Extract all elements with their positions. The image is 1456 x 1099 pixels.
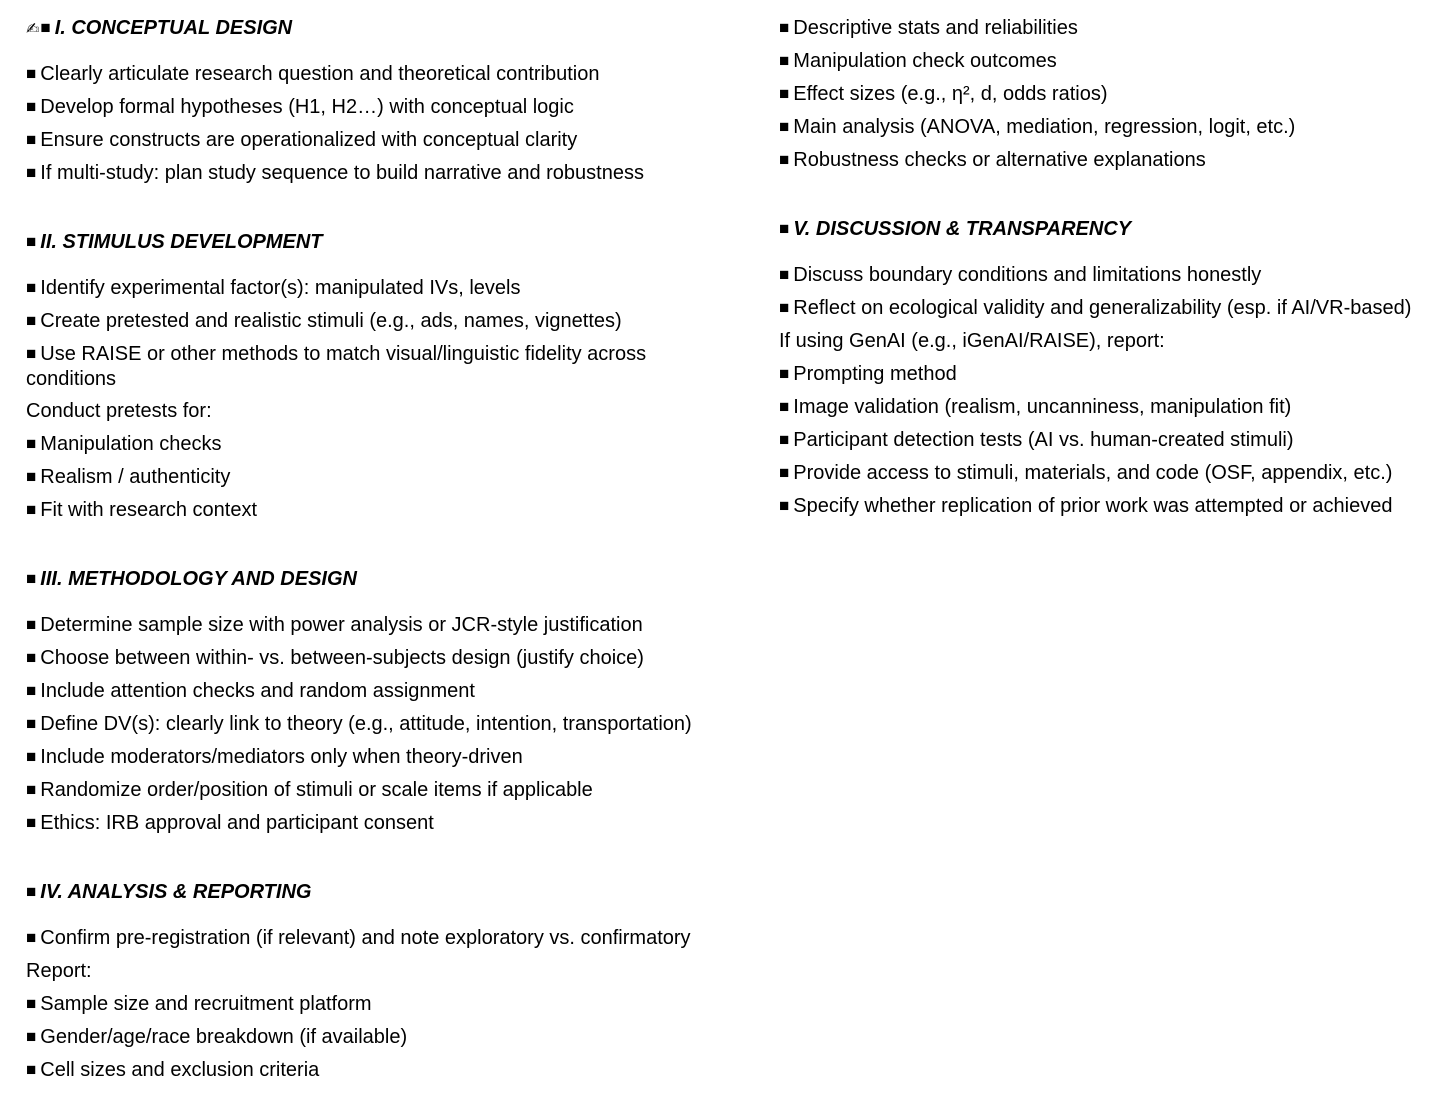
- bullet-square-icon: ■: [26, 130, 37, 149]
- section-heading-discussion-transparency: ■ V. DISCUSSION & TRANSPARENCY: [779, 218, 1132, 240]
- bullet-square-icon: ■: [26, 681, 37, 700]
- list-item: ■ Provide access to stimuli, materials, and code (OSF, appendix, etc.): [779, 462, 1393, 484]
- bullet-square-icon: ■: [779, 117, 790, 136]
- list-item: ■ Fit with research context: [26, 499, 258, 521]
- list-item: ■ Reflect on ecological validity and generalizability (esp. if AI/VR-based): [779, 297, 1412, 319]
- list-item: ■ Effect sizes (e.g., η², d, odds ratios): [779, 83, 1108, 105]
- bullet-square-icon: ■: [26, 467, 37, 486]
- bullet-square-icon: ■: [26, 163, 37, 182]
- subheading-genai: If using GenAI (e.g., iGenAI/RAISE), report:: [779, 330, 1165, 352]
- bullet-square-icon: ■: [26, 714, 37, 733]
- section-heading-conceptual-design: ✍■ I. CONCEPTUAL DESIGN: [26, 17, 293, 39]
- bullet-square-icon: ■: [779, 397, 790, 416]
- list-item: ■ Realism / authenticity: [26, 466, 231, 488]
- list-item: ■ Create pretested and realistic stimuli (e.g., ads, names, vignettes): [26, 310, 622, 332]
- section-heading-methodology: ■ III. METHODOLOGY AND DESIGN: [26, 568, 357, 590]
- bullet-square-icon: ■: [26, 882, 37, 901]
- bullet-square-icon: ■: [779, 18, 790, 37]
- list-item: ■ Participant detection tests (AI vs. human-created stimuli): [779, 429, 1294, 451]
- bullet-square-icon: ■: [779, 430, 790, 449]
- bullet-square-icon: ■: [26, 1027, 37, 1046]
- list-item: ■ Manipulation checks: [26, 433, 222, 455]
- list-item: ■ Choose between within- vs. between-subjects design (justify choice): [26, 647, 644, 669]
- list-item: ■ Prompting method: [779, 363, 957, 385]
- list-item: ■ Specify whether replication of prior work was attempted or achieved: [779, 495, 1393, 517]
- bullet-square-icon: ■: [779, 265, 790, 284]
- bullet-square-icon: ■: [26, 344, 37, 363]
- bullet-square-icon: ■: [26, 97, 37, 116]
- list-item: ■ Sample size and recruitment platform: [26, 993, 372, 1015]
- list-item: ■ Main analysis (ANOVA, mediation, regression, logit, etc.): [779, 116, 1296, 138]
- bullet-square-icon: ■: [26, 928, 37, 947]
- list-item: ■ Discuss boundary conditions and limitations honestly: [779, 264, 1262, 286]
- bullet-square-icon: ■: [26, 994, 37, 1013]
- bullet-square-icon: ■: [779, 51, 790, 70]
- subheading-pretests: Conduct pretests for:: [26, 400, 212, 422]
- bullet-square-icon: ■: [779, 364, 790, 383]
- bullet-square-icon: ■: [26, 434, 37, 453]
- bullet-square-icon: ■: [26, 64, 37, 83]
- pen-icon: ✍: [26, 21, 40, 38]
- bullet-square-icon: ■: [779, 463, 790, 482]
- bullet-square-icon: ■: [26, 648, 37, 667]
- bullet-square-icon: ■: [26, 569, 37, 588]
- section-heading-stimulus-development: ■ II. STIMULUS DEVELOPMENT: [26, 231, 323, 253]
- bullet-square-icon: ■: [26, 278, 37, 297]
- list-item: ■ Randomize order/position of stimuli or scale items if applicable: [26, 779, 593, 801]
- list-item: ■ Gender/age/race breakdown (if available): [26, 1026, 408, 1048]
- list-item: ■ Robustness checks or alternative explanations: [779, 149, 1206, 171]
- list-item: ■ Ethics: IRB approval and participant consent: [26, 812, 434, 834]
- bullet-square-icon: ■: [26, 311, 37, 330]
- bullet-square-icon: ■: [26, 232, 37, 251]
- list-item: ■ Clearly articulate research question and theoretical contribution: [26, 63, 600, 85]
- list-item: ■ Include moderators/mediators only when theory-driven: [26, 746, 523, 768]
- list-item: ■ Ensure constructs are operationalized with conceptual clarity: [26, 129, 578, 151]
- list-item: ■ Determine sample size with power analysis or JCR-style justification: [26, 614, 643, 636]
- bullet-square-icon: ■: [779, 84, 790, 103]
- bullet-square-icon: ■: [26, 813, 37, 832]
- bullet-square-icon: ■: [779, 219, 790, 238]
- list-item: ■ Define DV(s): clearly link to theory (e.g., attitude, intention, transportation): [26, 713, 692, 735]
- subheading-report: Report:: [26, 960, 92, 982]
- list-item: ■ Identify experimental factor(s): manipulated IVs, levels: [26, 277, 521, 299]
- list-item: ■ Develop formal hypotheses (H1, H2…) with conceptual logic: [26, 96, 574, 118]
- bullet-square-icon: ■: [26, 500, 37, 519]
- bullet-square-icon: ■: [40, 18, 51, 37]
- list-item: ■ Use RAISE or other methods to match visual/linguistic fidelity across conditions: [26, 343, 647, 390]
- list-item: ■ If multi-study: plan study sequence to build narrative and robustness: [26, 162, 644, 184]
- list-item: ■ Cell sizes and exclusion criteria: [26, 1059, 320, 1081]
- list-item: ■ Descriptive stats and reliabilities: [779, 17, 1078, 39]
- bullet-square-icon: ■: [779, 150, 790, 169]
- bullet-square-icon: ■: [779, 298, 790, 317]
- section-heading-analysis-reporting: ■ IV. ANALYSIS & REPORTING: [26, 881, 312, 903]
- list-item: ■ Include attention checks and random assignment: [26, 680, 475, 702]
- list-item: ■ Confirm pre-registration (if relevant) and note exploratory vs. confirmatory: [26, 927, 691, 949]
- bullet-square-icon: ■: [779, 496, 790, 515]
- list-item: ■ Image validation (realism, uncanniness, manipulation fit): [779, 396, 1292, 418]
- bullet-square-icon: ■: [26, 615, 37, 634]
- list-item: ■ Manipulation check outcomes: [779, 50, 1057, 72]
- bullet-square-icon: ■: [26, 780, 37, 799]
- bullet-square-icon: ■: [26, 747, 37, 766]
- bullet-square-icon: ■: [26, 1060, 37, 1079]
